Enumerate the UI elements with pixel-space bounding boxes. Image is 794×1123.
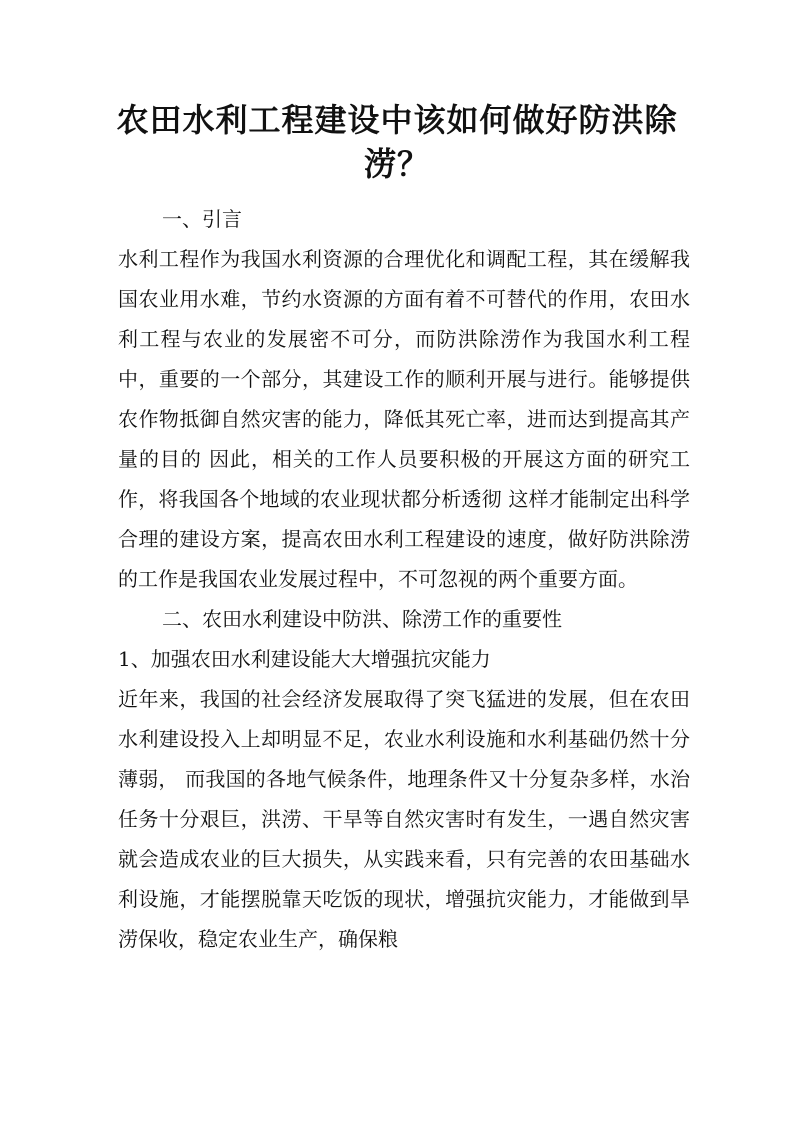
subsection-1-heading: 1、加强农田水利建设能大大增强抗灾能力 (118, 647, 491, 671)
title-line-1: 农田水利工程建设中该如何做好防洪除 (116, 101, 678, 139)
title-line-2: 涝？ (363, 145, 430, 183)
section-1-heading: 一、引言 (162, 207, 242, 231)
section-2-heading: 二、农田水利建设中防洪、除涝工作的重要性 (162, 607, 562, 631)
paragraph-1: 水利工程作为我国水利资源的合理优化和调配工程，其在缓解我国农业用水难，节约水资源的方面有着不可替代的作用，农田水利工程与农业的发展密不可分，而防洪除涝作为我国水利工程中，重要的一个部分，其建设工作的顺利开展与进行。能够提供农作物抵御自然灾害的能力，降低其死亡率，进而达到提高其产量的目的 因此，相关的工作人员要积极的开展这方面的研究工作，将我国各个地域的农业现状都分析透彻 这样才能制定出科学合理的建设方案，提高农田水利工程建设的速度，做好防洪除涝的工作是我国农业发展过程中，不可忽视的两个重要方面。 (118, 247, 690, 591)
document-body (118, 199, 690, 959)
paragraph-2: 近年来，我国的社会经济发展取得了突飞猛进的发展，但在农田水利建设投入上却明显不足，农业水利设施和水利基础仍然十分薄弱， 而我国的各地气候条件，地理条件又十分复杂多样，水治任务十分艰巨，洪涝、干旱等自然灾害时有发生，一遇自然灾害就会造成农业的巨大损失，从实践来看，只有完善的农田基础水利设施，才能摆脱靠天吃饭的现状，增强抗灾能力，才能做到旱涝保收，稳定农业生产，确保粮 (118, 687, 690, 951)
document-title (110, 98, 684, 186)
